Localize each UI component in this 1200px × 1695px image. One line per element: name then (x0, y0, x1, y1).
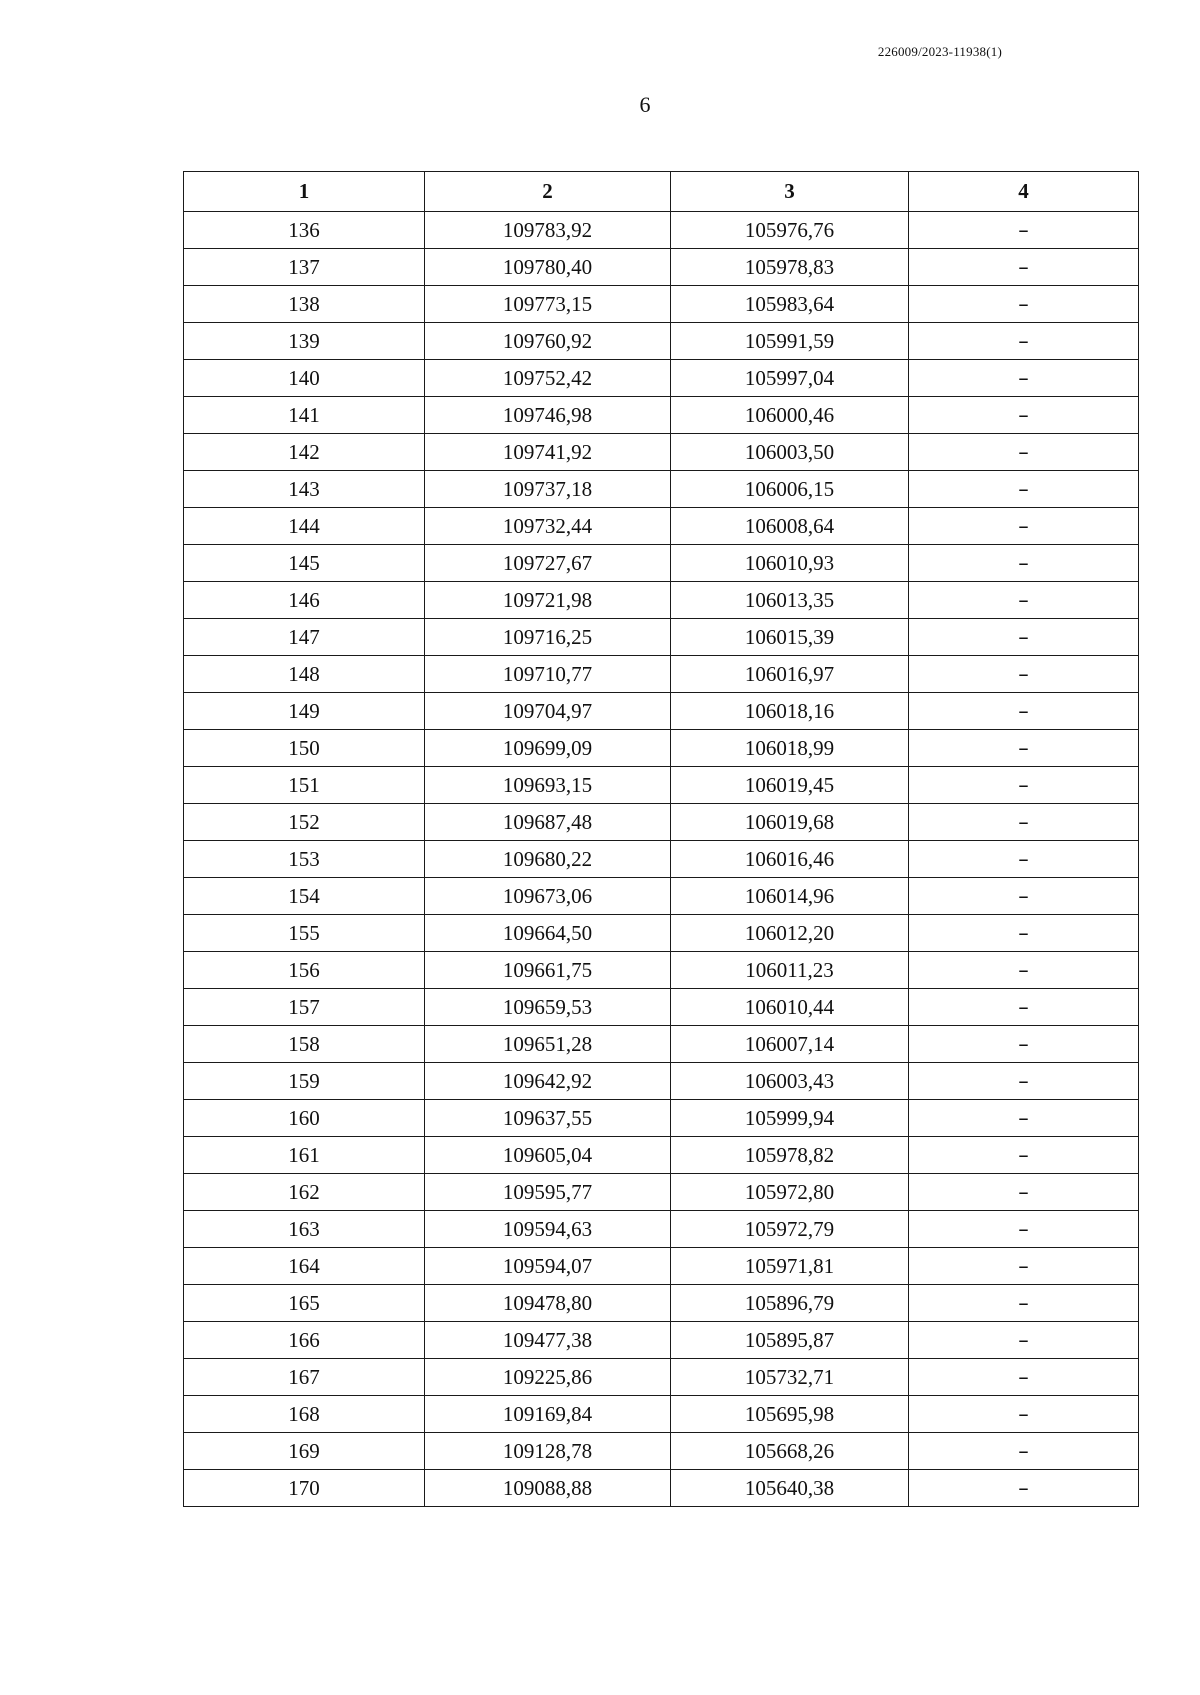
x-coordinate-cell: 109693,15 (425, 767, 671, 804)
note-cell: – (909, 508, 1139, 545)
x-coordinate-cell: 109760,92 (425, 323, 671, 360)
y-coordinate-cell: 106014,96 (671, 878, 909, 915)
table-row (184, 1285, 1139, 1322)
table-row (184, 323, 1139, 360)
x-coordinate-cell: 109737,18 (425, 471, 671, 508)
x-coordinate-cell: 109680,22 (425, 841, 671, 878)
x-coordinate-cell: 109732,44 (425, 508, 671, 545)
note-cell: – (909, 1322, 1139, 1359)
x-coordinate-cell: 109637,55 (425, 1100, 671, 1137)
table-row (184, 878, 1139, 915)
y-coordinate-cell: 105978,82 (671, 1137, 909, 1174)
page-number: 6 (639, 92, 651, 117)
note-cell: – (909, 397, 1139, 434)
x-coordinate-cell: 109477,38 (425, 1322, 671, 1359)
x-coordinate-cell: 109128,78 (425, 1433, 671, 1470)
point-number-cell: 169 (184, 1433, 425, 1470)
table-row (184, 767, 1139, 804)
point-number-cell: 149 (184, 693, 425, 730)
y-coordinate-cell: 106010,44 (671, 989, 909, 1026)
note-cell: – (909, 1396, 1139, 1433)
header-row (184, 172, 1139, 212)
point-number-cell: 153 (184, 841, 425, 878)
table-row (184, 1322, 1139, 1359)
x-coordinate-cell: 109727,67 (425, 545, 671, 582)
y-coordinate-cell: 105976,76 (671, 212, 909, 249)
note-cell: – (909, 804, 1139, 841)
table-body (184, 212, 1139, 1507)
note-cell: – (909, 730, 1139, 767)
point-number-cell: 163 (184, 1211, 425, 1248)
y-coordinate-cell: 106013,35 (671, 582, 909, 619)
point-number-cell: 136 (184, 212, 425, 249)
x-coordinate-cell: 109661,75 (425, 952, 671, 989)
coordinates-table (183, 171, 1139, 1507)
x-coordinate-cell: 109659,53 (425, 989, 671, 1026)
point-number-cell: 151 (184, 767, 425, 804)
point-number-cell: 170 (184, 1470, 425, 1507)
note-cell: – (909, 989, 1139, 1026)
x-coordinate-cell: 109741,92 (425, 434, 671, 471)
note-cell: – (909, 545, 1139, 582)
y-coordinate-cell: 106015,39 (671, 619, 909, 656)
point-number-cell: 144 (184, 508, 425, 545)
y-coordinate-cell: 106016,46 (671, 841, 909, 878)
y-coordinate-cell: 105978,83 (671, 249, 909, 286)
table-row (184, 1470, 1139, 1507)
point-number-cell: 167 (184, 1359, 425, 1396)
x-coordinate-cell: 109780,40 (425, 249, 671, 286)
note-cell: – (909, 1100, 1139, 1137)
point-number-cell: 162 (184, 1174, 425, 1211)
note-cell: – (909, 471, 1139, 508)
table-row (184, 434, 1139, 471)
table-row (184, 841, 1139, 878)
note-cell: – (909, 952, 1139, 989)
note-cell: – (909, 1174, 1139, 1211)
x-coordinate-cell: 109699,09 (425, 730, 671, 767)
y-coordinate-cell: 105999,94 (671, 1100, 909, 1137)
point-number-cell: 157 (184, 989, 425, 1026)
y-coordinate-cell: 105997,04 (671, 360, 909, 397)
point-number-cell: 150 (184, 730, 425, 767)
point-number-cell: 156 (184, 952, 425, 989)
column-header-4: 4 (909, 172, 1139, 212)
point-number-cell: 141 (184, 397, 425, 434)
note-cell: – (909, 249, 1139, 286)
x-coordinate-cell: 109746,98 (425, 397, 671, 434)
table-row (184, 212, 1139, 249)
point-number-cell: 160 (184, 1100, 425, 1137)
table-row (184, 1248, 1139, 1285)
point-number-cell: 148 (184, 656, 425, 693)
x-coordinate-cell: 109605,04 (425, 1137, 671, 1174)
note-cell: – (909, 1137, 1139, 1174)
note-cell: – (909, 1433, 1139, 1470)
table-row (184, 471, 1139, 508)
point-number-cell: 168 (184, 1396, 425, 1433)
y-coordinate-cell: 105972,80 (671, 1174, 909, 1211)
x-coordinate-cell: 109773,15 (425, 286, 671, 323)
x-coordinate-cell: 109710,77 (425, 656, 671, 693)
point-number-cell: 166 (184, 1322, 425, 1359)
x-coordinate-cell: 109594,63 (425, 1211, 671, 1248)
table-row (184, 508, 1139, 545)
y-coordinate-cell: 106016,97 (671, 656, 909, 693)
table-row (184, 915, 1139, 952)
note-cell: – (909, 212, 1139, 249)
note-cell: – (909, 1248, 1139, 1285)
y-coordinate-cell: 105668,26 (671, 1433, 909, 1470)
table-row (184, 804, 1139, 841)
y-coordinate-cell: 105640,38 (671, 1470, 909, 1507)
point-number-cell: 143 (184, 471, 425, 508)
y-coordinate-cell: 106019,68 (671, 804, 909, 841)
table-row (184, 249, 1139, 286)
note-cell: – (909, 878, 1139, 915)
table-row (184, 952, 1139, 989)
note-cell: – (909, 1470, 1139, 1507)
point-number-cell: 146 (184, 582, 425, 619)
table-row (184, 1359, 1139, 1396)
y-coordinate-cell: 105971,81 (671, 1248, 909, 1285)
x-coordinate-cell: 109594,07 (425, 1248, 671, 1285)
table-row (184, 397, 1139, 434)
y-coordinate-cell: 105695,98 (671, 1396, 909, 1433)
y-coordinate-cell: 106003,50 (671, 434, 909, 471)
y-coordinate-cell: 106007,14 (671, 1026, 909, 1063)
y-coordinate-cell: 105983,64 (671, 286, 909, 323)
y-coordinate-cell: 105895,87 (671, 1322, 909, 1359)
table-header (184, 172, 1139, 212)
x-coordinate-cell: 109716,25 (425, 619, 671, 656)
x-coordinate-cell: 109651,28 (425, 1026, 671, 1063)
y-coordinate-cell: 106000,46 (671, 397, 909, 434)
note-cell: – (909, 1063, 1139, 1100)
point-number-cell: 161 (184, 1137, 425, 1174)
note-cell: – (909, 656, 1139, 693)
x-coordinate-cell: 109169,84 (425, 1396, 671, 1433)
table-row (184, 1211, 1139, 1248)
table-row (184, 730, 1139, 767)
y-coordinate-cell: 105991,59 (671, 323, 909, 360)
note-cell: – (909, 841, 1139, 878)
table-row (184, 1063, 1139, 1100)
point-number-cell: 164 (184, 1248, 425, 1285)
y-coordinate-cell: 106006,15 (671, 471, 909, 508)
table-row (184, 656, 1139, 693)
point-number-cell: 165 (184, 1285, 425, 1322)
note-cell: – (909, 582, 1139, 619)
table-row (184, 1396, 1139, 1433)
x-coordinate-cell: 109704,97 (425, 693, 671, 730)
note-cell: – (909, 619, 1139, 656)
table-row (184, 1174, 1139, 1211)
table-row (184, 1433, 1139, 1470)
y-coordinate-cell: 106003,43 (671, 1063, 909, 1100)
table-row (184, 545, 1139, 582)
table-row (184, 1137, 1139, 1174)
note-cell: – (909, 1211, 1139, 1248)
y-coordinate-cell: 105732,71 (671, 1359, 909, 1396)
point-number-cell: 158 (184, 1026, 425, 1063)
x-coordinate-cell: 109673,06 (425, 878, 671, 915)
point-number-cell: 145 (184, 545, 425, 582)
point-number-cell: 139 (184, 323, 425, 360)
point-number-cell: 154 (184, 878, 425, 915)
point-number-cell: 147 (184, 619, 425, 656)
point-number-cell: 140 (184, 360, 425, 397)
note-cell: – (909, 1285, 1139, 1322)
note-cell: – (909, 915, 1139, 952)
table-row (184, 1026, 1139, 1063)
table-row (184, 989, 1139, 1026)
table-row (184, 619, 1139, 656)
table-row (184, 360, 1139, 397)
y-coordinate-cell: 105972,79 (671, 1211, 909, 1248)
y-coordinate-cell: 106018,16 (671, 693, 909, 730)
x-coordinate-cell: 109225,86 (425, 1359, 671, 1396)
note-cell: – (909, 360, 1139, 397)
note-cell: – (909, 323, 1139, 360)
point-number-cell: 159 (184, 1063, 425, 1100)
note-cell: – (909, 286, 1139, 323)
x-coordinate-cell: 109664,50 (425, 915, 671, 952)
y-coordinate-cell: 106019,45 (671, 767, 909, 804)
note-cell: – (909, 1359, 1139, 1396)
table-row (184, 286, 1139, 323)
point-number-cell: 142 (184, 434, 425, 471)
table-row (184, 693, 1139, 730)
x-coordinate-cell: 109595,77 (425, 1174, 671, 1211)
point-number-cell: 137 (184, 249, 425, 286)
y-coordinate-cell: 106018,99 (671, 730, 909, 767)
y-coordinate-cell: 105896,79 (671, 1285, 909, 1322)
column-header-2: 2 (425, 172, 671, 212)
note-cell: – (909, 693, 1139, 730)
note-cell: – (909, 434, 1139, 471)
y-coordinate-cell: 106008,64 (671, 508, 909, 545)
table-row (184, 1100, 1139, 1137)
y-coordinate-cell: 106012,20 (671, 915, 909, 952)
y-coordinate-cell: 106010,93 (671, 545, 909, 582)
note-cell: – (909, 767, 1139, 804)
point-number-cell: 155 (184, 915, 425, 952)
point-number-cell: 138 (184, 286, 425, 323)
document-code: 226009/2023-11938(1) (877, 44, 1002, 59)
x-coordinate-cell: 109752,42 (425, 360, 671, 397)
column-header-3: 3 (671, 172, 909, 212)
table-row (184, 582, 1139, 619)
x-coordinate-cell: 109088,88 (425, 1470, 671, 1507)
x-coordinate-cell: 109721,98 (425, 582, 671, 619)
note-cell: – (909, 1026, 1139, 1063)
x-coordinate-cell: 109783,92 (425, 212, 671, 249)
x-coordinate-cell: 109687,48 (425, 804, 671, 841)
point-number-cell: 152 (184, 804, 425, 841)
x-coordinate-cell: 109642,92 (425, 1063, 671, 1100)
column-header-1: 1 (184, 172, 425, 212)
y-coordinate-cell: 106011,23 (671, 952, 909, 989)
x-coordinate-cell: 109478,80 (425, 1285, 671, 1322)
